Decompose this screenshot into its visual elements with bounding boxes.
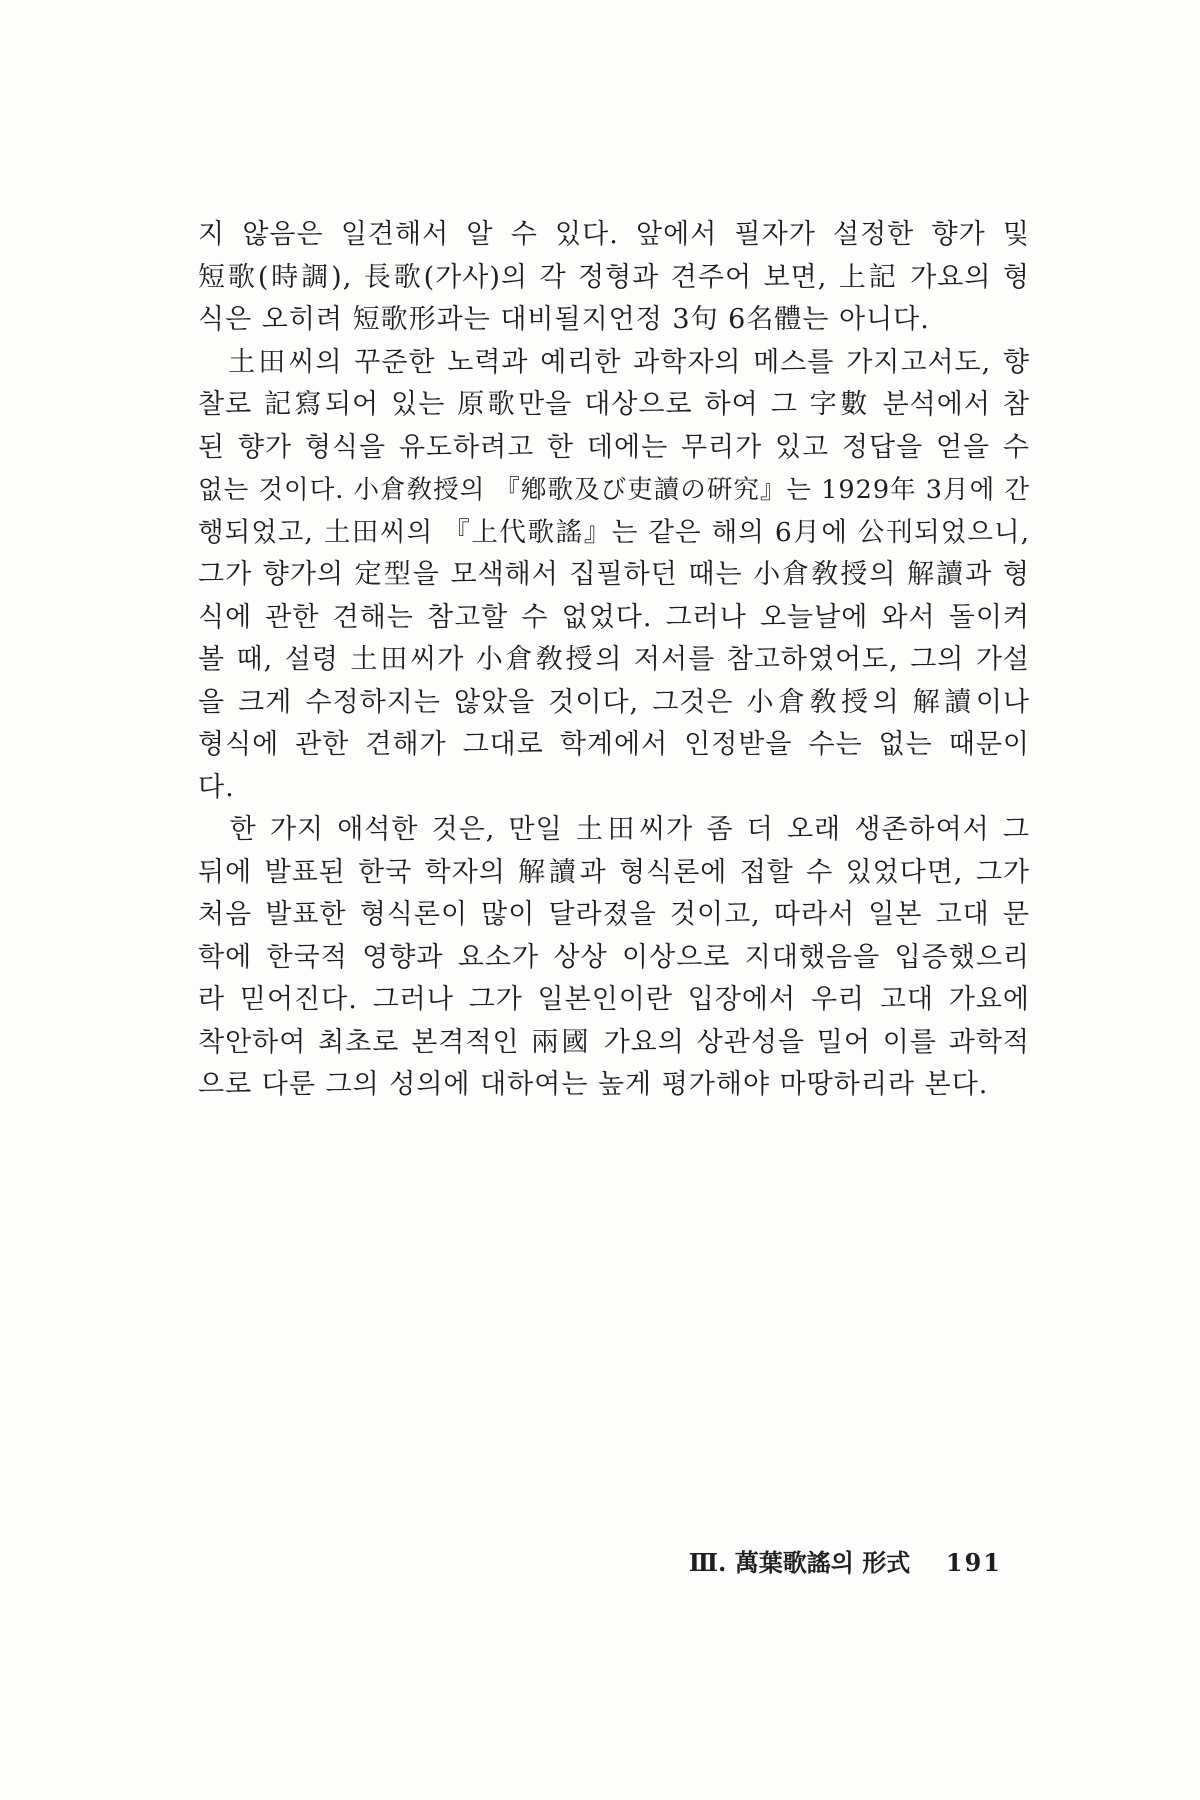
text-line: 短歌(時調), 長歌(가사)의 각 정형과 견주어 보면, 上記 가요의 형 [198,261,1030,293]
text-line: 그가 향가의 定型을 모색해서 집필하던 때는 小倉敎授의 解讀과 형 [198,559,1030,590]
text-line: 행되었고, 土田씨의 『上代歌謠』는 같은 해의 6月에 公刊되었으니, [198,516,1030,548]
text-line: 라 믿어진다. 그러나 그가 일본인이란 입장에서 우리 고대 가요에 [198,984,1030,1015]
text-line: 뒤에 발표된 한국 학자의 解讀과 형식론에 접할 수 있었다면, 그가 [198,856,1030,888]
text-line: 식은 오히려 短歌形과는 대비될지언정 3句 6名體는 아니다. [198,304,930,335]
text-line: 다. [198,771,235,803]
section-title: Ⅲ. 萬葉歌謠의 形式 [688,1548,911,1577]
page-number: 191 [945,1548,1002,1577]
text-line: 찰로 記寫되어 있는 原歌만을 대상으로 하여 그 字數 분석에서 참 [198,389,1030,420]
text-line: 없는 것이다. 小倉敎授의 『鄕歌及び吏讀の硏究』는 1929年 3月에 간 [198,475,1030,505]
text-line: 을 크게 수정하지는 않았을 것이다, 그것은 小倉敎授의 解讀이나 [198,686,1030,718]
text-line: 형식에 관한 견해가 그대로 학계에서 인정받을 수는 없는 때문이 [198,729,1030,760]
text-line: 으로 다룬 그의 성의에 대하여는 높게 평가해야 마땅하리라 본다. [198,1069,989,1100]
text-line: 학에 한국적 영향과 요소가 상상 이상으로 지대했음을 입증했으리 [198,941,1030,973]
text-line: 된 향가 형식을 유도하려고 한 데에는 무리가 있고 정답을 얻을 수 [198,431,1030,463]
text-line: 지 않음은 일견해서 알 수 있다. 앞에서 필자가 설정한 향가 및 [198,219,1030,250]
running-footer [689,1543,1002,1578]
text-line: 볼 때, 설령 土田씨가 小倉敎授의 저서를 참고하였어도, 그의 가설 [198,644,1030,675]
text-line: 식에 관한 견해는 참고할 수 없었다. 그러나 오늘날에 와서 돌이켜 [198,601,1030,633]
text-line: 土田씨의 꾸준한 노력과 예리한 과학자의 메스를 가지고서도, 향 [198,346,1030,378]
text-line: 한 가지 애석한 것은, 만일 土田씨가 좀 더 오래 생존하여서 그 [198,814,1030,845]
body-text [198,214,1030,1107]
text-line: 처음 발표한 형식론이 많이 달라졌을 것이고, 따라서 일본 고대 문 [198,899,1030,930]
text-line: 착안하여 최초로 본격적인 兩國 가요의 상관성을 밀어 이를 과학적 [198,1026,1030,1058]
